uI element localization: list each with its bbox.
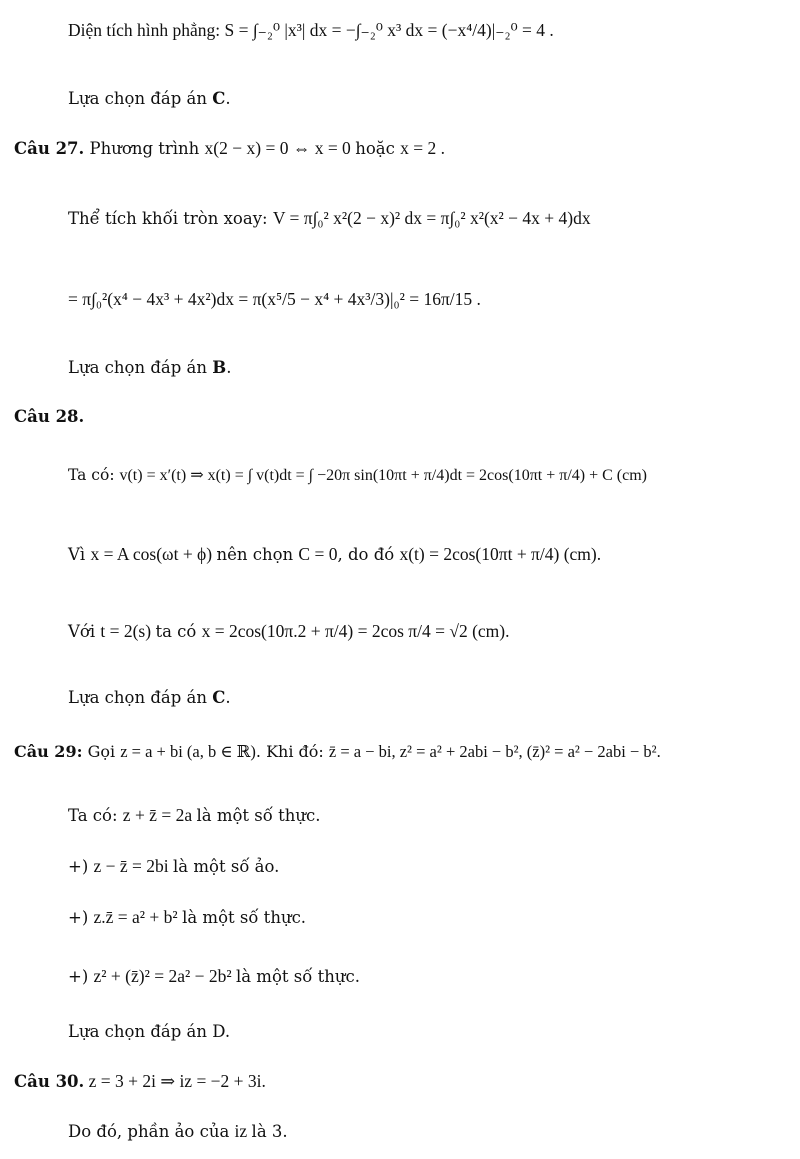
question-label: Câu 28. [14, 407, 85, 426]
area-formula-line [68, 18, 554, 43]
answer-prefix: Lựa chọn đáp án [68, 688, 213, 707]
imaginary-part-line [68, 1119, 288, 1144]
answer-suffix: . [225, 89, 231, 108]
square-sum-line [68, 964, 360, 989]
sum-line [68, 803, 320, 828]
position-formula: t = 2(s) [100, 621, 156, 641]
sum-text: Ta có: [68, 806, 123, 825]
question-30-header [14, 1069, 266, 1094]
connector-text: hoặc [355, 139, 401, 158]
velocity-line [68, 463, 647, 488]
imaginary-text-2: là 3. [251, 1122, 288, 1141]
volume-text: Thể tích khối tròn xoay: [68, 209, 273, 228]
volume-computation: = π∫₀²(x⁴ − 4x³ + 4x²)dx = π(x⁵/5 − x⁴ + 4x³/3)|₀² = 16π/15 . [68, 289, 481, 309]
volume-formula: V = π∫₀² x²(2 − x)² dx = π∫₀² x²(x² − 4x + 4)dx [272, 208, 591, 228]
question-29-header [14, 740, 661, 764]
answer-line-c-2 [68, 686, 231, 710]
answer-suffix: . [225, 688, 231, 707]
complex-equation: z = 3 + 2i ⇒ iz = −2 + 3i. [84, 1071, 266, 1091]
phase-formula: x = A cos(ωt + ϕ) [90, 544, 217, 564]
answer-line-b [68, 356, 231, 380]
area-formula: Diện tích hình phẳng: S = ∫₋₂⁰ |x³| dx = −∫₋₂⁰ x³ dx = (−x⁴/4)|₋₂⁰ = 4 . [68, 20, 554, 40]
imaginary-formula: iz [234, 1121, 252, 1141]
equation-2: x = 2 . [400, 138, 445, 158]
imaginary-text: Do đó, phần ảo của [68, 1122, 235, 1141]
answer-text: Lựa chọn đáp án D. [68, 1022, 231, 1041]
phase-text-3: , do đó [337, 545, 400, 564]
velocity-text: Ta có: [68, 466, 120, 484]
volume-computation-line [68, 287, 481, 312]
velocity-formula: v(t) = x′(t) ⇒ x(t) = ∫ v(t)dt = ∫ −20π sin(10πt + π/4)dt = 2cos(10πt + π/4) + C (cm) [119, 467, 647, 484]
answer-letter: B [212, 358, 227, 377]
answer-prefix: Lựa chọn đáp án [68, 89, 213, 108]
difference-text: là một số ảo. [173, 857, 280, 876]
phase-formula-3: x(t) = 2cos(10πt + π/4) (cm). [399, 544, 602, 564]
answer-line-d [68, 1020, 230, 1044]
question-28-header [14, 405, 84, 429]
question-text: Phương trình [84, 139, 205, 158]
product-line [68, 905, 306, 930]
phase-line [68, 542, 601, 567]
question-label: Câu 27. [14, 139, 85, 158]
bullet: +) [68, 967, 94, 986]
product-formula: z.z̄ = a² + b² [93, 907, 183, 927]
complex-formulas: z̄ = a − bi, z² = a² + 2abi − b², (z̄)² = a² − 2abi − b². [328, 742, 661, 761]
position-text-2: ta có [155, 622, 202, 641]
phase-text-2: nên chọn [216, 545, 299, 564]
square-sum-text: là một số thực. [235, 967, 360, 986]
phase-formula-2: C = 0 [298, 544, 338, 564]
question-label: Câu 30. [14, 1072, 85, 1091]
position-line [68, 619, 510, 644]
answer-letter: C [212, 688, 226, 707]
answer-line-c [68, 87, 231, 111]
answer-suffix: . [226, 358, 232, 377]
question-text-2: . Khi đó: [255, 742, 329, 761]
position-text: Với [68, 622, 101, 641]
question-label: Câu 29: [14, 742, 83, 761]
sum-formula: z + z̄ = 2a [122, 805, 197, 825]
equation: x(2 − x) = 0 ⇔ x = 0 [204, 138, 356, 158]
question-text: Gọi [82, 742, 121, 761]
answer-prefix: Lựa chọn đáp án [68, 358, 213, 377]
difference-formula: z − z̄ = 2bi [93, 856, 174, 876]
difference-line [68, 854, 279, 879]
bullet: +) [68, 908, 94, 927]
complex-def: z = a + bi (a, b ∈ ℝ) [120, 742, 256, 761]
phase-text: Vì [68, 545, 91, 564]
sum-text-2: là một số thực. [196, 806, 321, 825]
bullet: +) [68, 857, 94, 876]
answer-letter: C [212, 89, 226, 108]
volume-formula-line [68, 206, 591, 231]
question-27-header [14, 136, 445, 161]
position-formula-2: x = 2cos(10π.2 + π/4) = 2cos π/4 = √2 (cm). [201, 621, 510, 641]
square-sum-formula: z² + (z̄)² = 2a² − 2b² [93, 966, 236, 986]
product-text: là một số thực. [182, 908, 307, 927]
